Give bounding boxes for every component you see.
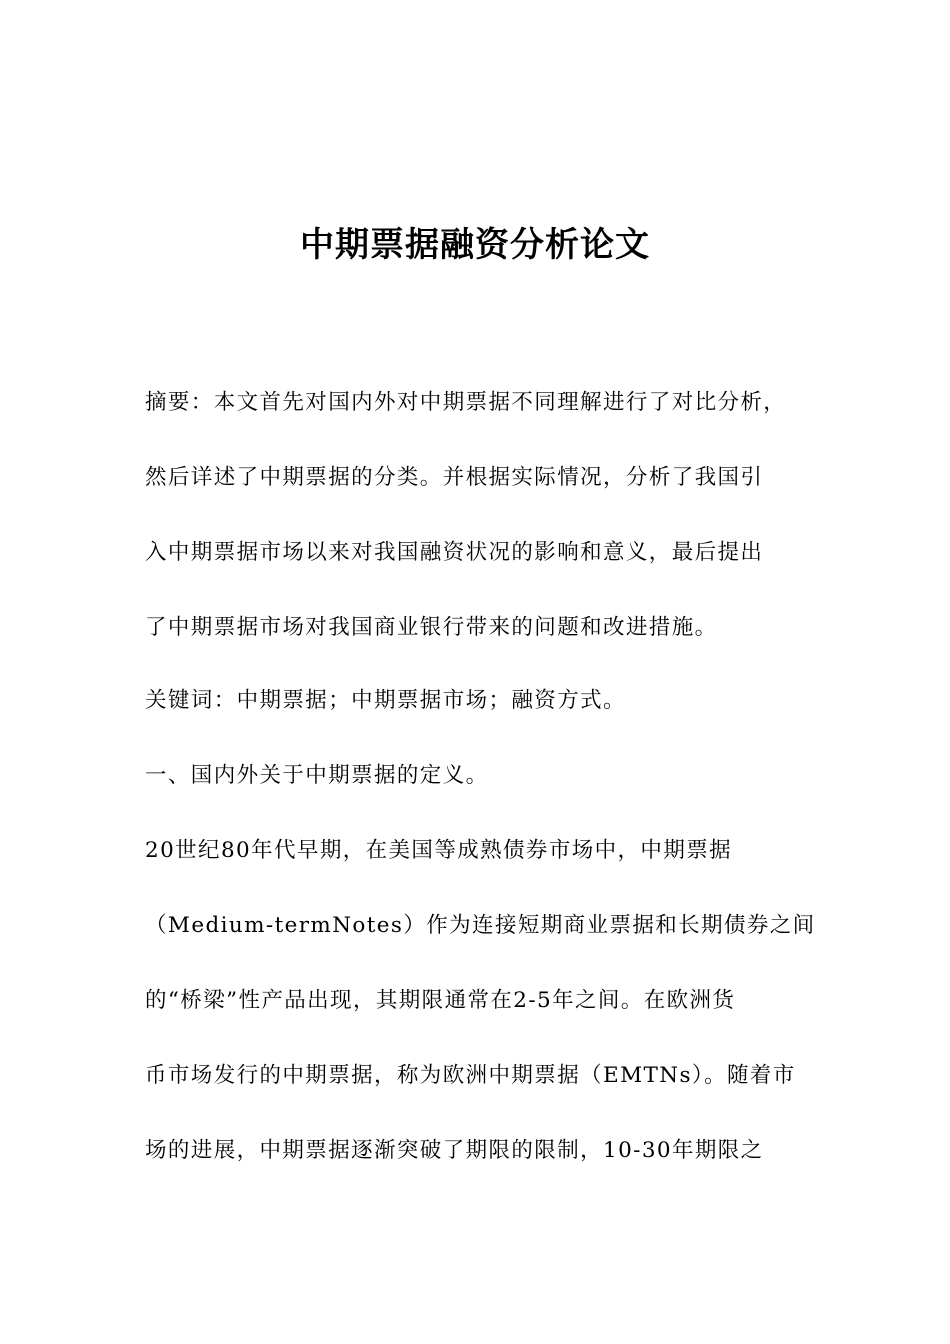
abstract-line-2: 然后详述了中期票据的分类。并根据实际情况，分析了我国引 (145, 465, 764, 490)
abstract-line-4: 了中期票据市场对我国商业银行带来的问题和改进措施。 (145, 615, 718, 640)
body-line-3: 的“桥梁”性产品出现，其期限通常在2-5年之间。在欧洲货 (145, 988, 736, 1013)
body-line-5: 场的进展，中期票据逐渐突破了期限的限制，10-30年期限之 (145, 1138, 764, 1163)
body-line-2: （Medium-termNotes）作为连接短期商业票据和长期债券之间 (145, 913, 816, 938)
document-title: 中期票据融资分析论文 (300, 225, 650, 265)
section-heading: 一、国内外关于中期票据的定义。 (145, 763, 489, 788)
body-line-1: 20世纪80年代早期，在美国等成熟债券市场中，中期票据 (145, 838, 733, 863)
abstract-line-3: 入中期票据市场以来对我国融资状况的影响和意义，最后提出 (145, 540, 764, 565)
body-line-4: 币市场发行的中期票据，称为欧洲中期票据（EMTNs）。随着市 (145, 1063, 796, 1088)
keywords-line: 关键词：中期票据；中期票据市场；融资方式。 (145, 688, 626, 713)
abstract-line-1: 摘要：本文首先对国内外对中期票据不同理解进行了对比分析， (145, 390, 787, 415)
